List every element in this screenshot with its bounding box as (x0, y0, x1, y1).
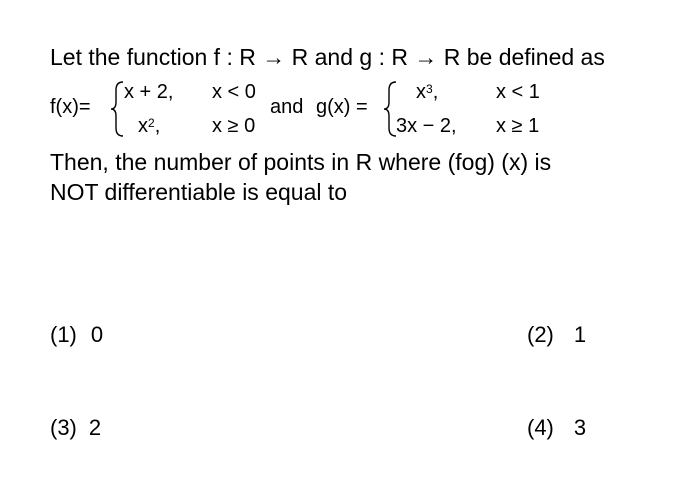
g-case2-condition: x ≥ 1 (496, 115, 540, 137)
option-3-number: (3) (50, 415, 77, 440)
option-4-value: 3 (573, 415, 587, 440)
option-2[interactable] (527, 322, 586, 348)
f-case1-expression: x + 2, (124, 81, 174, 103)
question-line-3: NOT differentiable is equal to (50, 179, 348, 205)
question-line-2: Then, the number of points in R where (fog) (x) is (50, 149, 552, 175)
g-case2-expression: 3x − 2, (396, 115, 457, 137)
f-label: f(x)= (50, 96, 91, 118)
option-4[interactable] (527, 415, 586, 441)
and-text: and (270, 96, 304, 118)
question-intro: Let the function f : R → R and g : R → R be defined as (50, 44, 605, 70)
g-case1-condition: x < 1 (496, 81, 540, 103)
option-1[interactable] (50, 322, 103, 348)
option-2-value: 1 (573, 322, 587, 347)
option-1-value: 0 (90, 322, 104, 347)
g-case1-expression: $x^3$, (416, 81, 439, 103)
f-case2-condition: x ≥ 0 (212, 115, 256, 137)
option-4-number: (4) (527, 415, 554, 440)
option-3-value: 2 (88, 415, 102, 440)
option-2-number: (2) (527, 322, 554, 347)
g-label: g(x) = (316, 96, 368, 118)
option-3[interactable] (50, 415, 101, 441)
f-case2-expression: $x^2$, (138, 115, 161, 137)
f-case1-condition: x < 0 (212, 81, 256, 103)
option-1-number: (1) (50, 322, 77, 347)
